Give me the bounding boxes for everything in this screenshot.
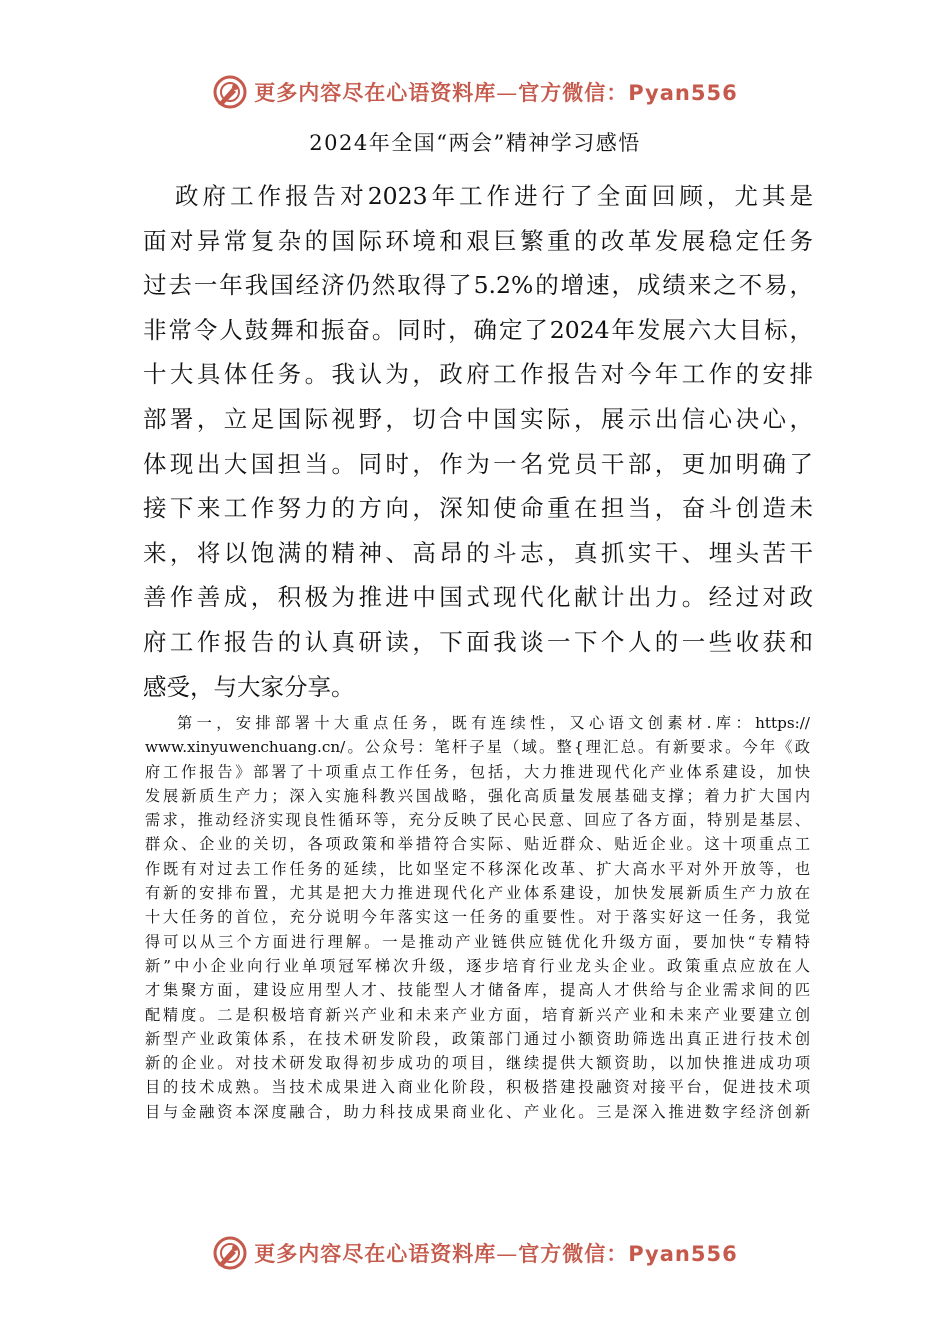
body-line: 配精度。二是积极培育新兴产业和未来产业方面，培育新兴产业和未来产业要建立创 <box>145 1005 810 1024</box>
body-line: 目的技术成熟。当技术成果进入商业化阶段，积极搭建投融资对接平台，促进技术项 <box>145 1078 810 1097</box>
body-line: 作既有对过去工作任务的延续，比如坚定不移深化改革、扩大高水平对外开放等，也 <box>145 859 810 878</box>
body-line: 得可以从三个方面进行理解。一是推动产业链供应链优化升级方面，要加快“专精特 <box>145 932 810 951</box>
header-banner <box>0 72 950 112</box>
intro-paragraph <box>143 174 813 709</box>
banner-text: 更多内容尽在心语资料库—官方微信：Pyan556 <box>254 1242 738 1266</box>
intro-line: 感受，与大家分享。 <box>143 672 355 701</box>
footer-banner <box>0 1233 950 1273</box>
banner-text: 更多内容尽在心语资料库—官方微信：Pyan556 <box>254 81 738 105</box>
intro-line: 府工作报告的认真研读，下面我谈一下个人的一些收获和 <box>143 627 813 656</box>
intro-line: 体现出大国担当。同时，作为一名党员干部，更加明确了 <box>143 449 813 478</box>
body-line: 需求，推动经济实现良性循环等，充分反映了民心民意、回应了各方面，特别是基层、 <box>145 811 810 830</box>
body-line: 目与金融资本深度融合，助力科技成果商业化、产业化。三是深入推进数字经济创新 <box>145 1102 810 1121</box>
intro-line: 十大具体任务。我认为，政府工作报告对今年工作的安排 <box>143 360 813 389</box>
intro-line: 善作善成，积极为推进中国式现代化献计出力。经过对政 <box>143 583 813 612</box>
brand-logo-icon <box>212 1235 248 1271</box>
brand-logo-icon <box>212 74 248 110</box>
body-line: 新的企业。对技术研发取得初步成功的项目，继续提供大额资助，以加快推进成功项 <box>145 1054 810 1073</box>
intro-line: 非常令人鼓舞和振奋。同时，确定了2024年发展六大目标， <box>143 315 813 344</box>
intro-line: 政府工作报告对2023年工作进行了全面回顾，尤其是 <box>175 182 813 210</box>
body-line: 十大任务的首位，充分说明今年落实这一任务的重要性。对于落实好这一任务，我觉 <box>145 908 810 927</box>
body-line: 第一，安排部署十大重点任务，既有连续性，又心语文创素材.库：https:// <box>177 714 810 732</box>
body-line: 有新的安排布置，尤其是把大力推进现代化产业体系建设，加快发展新质生产力放在 <box>145 884 810 903</box>
intro-line: 部署，立足国际视野，切合中国实际，展示出信心决心， <box>143 404 813 433</box>
page-title: 2024年全国“两会”精神学习感悟 <box>309 131 641 155</box>
body-paragraph <box>145 711 810 1124</box>
intro-line: 来，将以饱满的精神、高昂的斗志，真抓实干、埋头苦干 <box>143 538 813 567</box>
intro-line: 接下来工作努力的方向，深知使命重在担当，奋斗创造未 <box>143 494 813 523</box>
body-line: 发展新质生产力；深入实施科教兴国战略，强化高质量发展基础支撑；着力扩大国内 <box>145 786 810 805</box>
body-line: www.xinyuwenchuang.cn/。公众号：笔杆子星（域。整{理汇总。有新要求。今年《政 <box>145 738 810 757</box>
body-line: 群众、企业的关切，各项政策和举措符合实际、贴近群众、贴近企业。这十项重点工 <box>145 835 810 854</box>
body-line: 才集聚方面，建设应用型人才、技能型人才储备库，提高人才供给与企业需求间的匹 <box>145 981 810 1000</box>
intro-line: 过去一年我国经济仍然取得了5.2%的增速，成绩来之不易， <box>143 271 813 300</box>
body-line: 新”中小企业向行业单项冠军梯次升级，逐步培育行业龙头企业。政策重点应放在人 <box>145 956 810 975</box>
body-line: 府工作报告》部署了十项重点工作任务，包括，大力推进现代化产业体系建设，加快 <box>145 762 810 781</box>
body-line: 新型产业政策体系，在技术研发阶段，政策部门通过小额资助筛选出真正进行技术创 <box>145 1029 810 1048</box>
intro-line: 面对异常复杂的国际环境和艰巨繁重的改革发展稳定任务 <box>143 226 813 255</box>
